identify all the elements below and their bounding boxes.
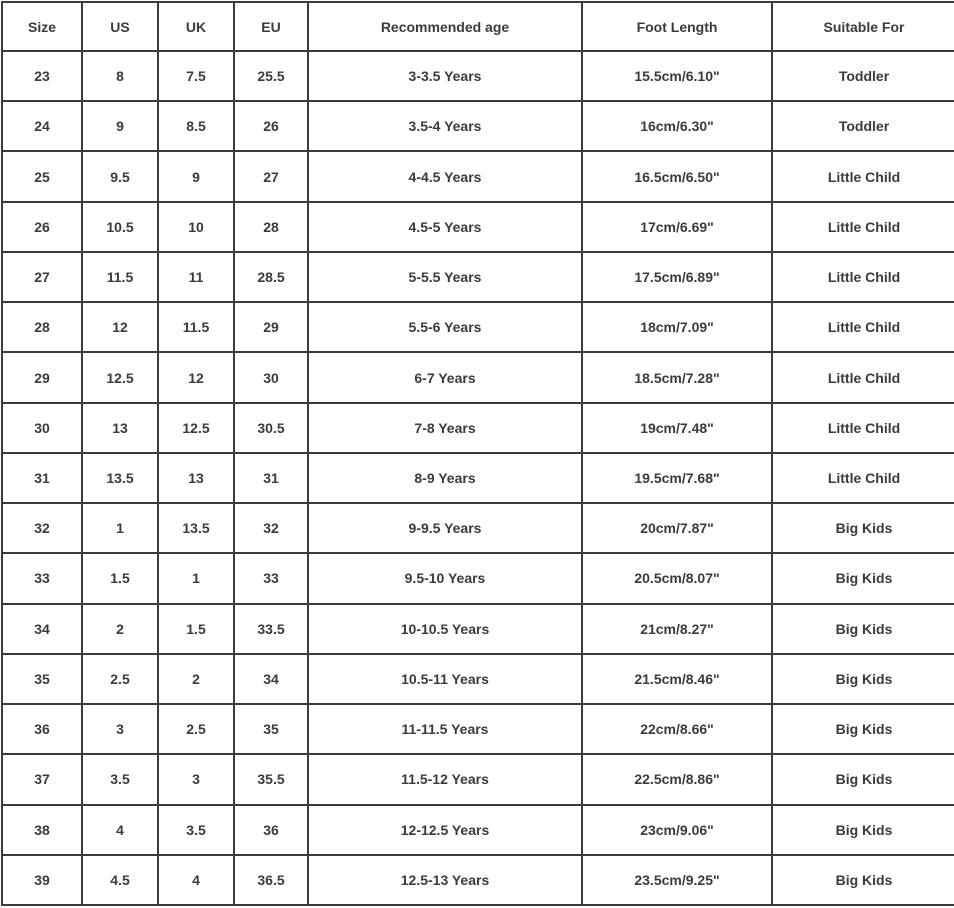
cell-recommended-age: 5.5-6 Years <box>308 302 582 352</box>
cell-uk: 1.5 <box>158 604 234 654</box>
cell-foot-length: 23.5cm/9.25" <box>582 855 772 905</box>
cell-eu: 33 <box>234 553 308 603</box>
table-row <box>2 604 954 654</box>
cell-suitable-for: Little Child <box>772 302 954 352</box>
cell-eu: 35.5 <box>234 754 308 804</box>
table-row <box>2 704 954 754</box>
table-row <box>2 252 954 302</box>
cell-uk: 11.5 <box>158 302 234 352</box>
cell-suitable-for: Big Kids <box>772 754 954 804</box>
cell-recommended-age: 10-10.5 Years <box>308 604 582 654</box>
table-row <box>2 453 954 503</box>
cell-foot-length: 21cm/8.27" <box>582 604 772 654</box>
cell-suitable-for: Big Kids <box>772 503 954 553</box>
cell-foot-length: 22.5cm/8.86" <box>582 754 772 804</box>
cell-recommended-age: 11.5-12 Years <box>308 754 582 804</box>
cell-size: 23 <box>2 51 82 101</box>
size-chart-page <box>0 1 954 908</box>
cell-size: 33 <box>2 553 82 603</box>
cell-suitable-for: Big Kids <box>772 805 954 855</box>
cell-us: 13 <box>82 403 158 453</box>
table-row <box>2 202 954 252</box>
cell-recommended-age: 7-8 Years <box>308 403 582 453</box>
cell-foot-length: 20.5cm/8.07" <box>582 553 772 603</box>
table-row <box>2 754 954 804</box>
cell-size: 32 <box>2 503 82 553</box>
cell-suitable-for: Little Child <box>772 352 954 402</box>
size-chart-header <box>2 2 954 51</box>
column-header-us: US <box>82 2 158 51</box>
cell-suitable-for: Little Child <box>772 202 954 252</box>
cell-us: 2.5 <box>82 654 158 704</box>
cell-eu: 33.5 <box>234 604 308 654</box>
cell-recommended-age: 11-11.5 Years <box>308 704 582 754</box>
cell-size: 25 <box>2 151 82 201</box>
cell-foot-length: 20cm/7.87" <box>582 503 772 553</box>
cell-size: 39 <box>2 855 82 905</box>
cell-us: 3 <box>82 704 158 754</box>
cell-us: 4 <box>82 805 158 855</box>
cell-uk: 13 <box>158 453 234 503</box>
table-row <box>2 51 954 101</box>
cell-us: 12.5 <box>82 352 158 402</box>
cell-recommended-age: 3-3.5 Years <box>308 51 582 101</box>
cell-suitable-for: Little Child <box>772 403 954 453</box>
cell-suitable-for: Little Child <box>772 151 954 201</box>
cell-eu: 30.5 <box>234 403 308 453</box>
table-row <box>2 855 954 905</box>
cell-us: 1 <box>82 503 158 553</box>
cell-uk: 2.5 <box>158 704 234 754</box>
cell-uk: 7.5 <box>158 51 234 101</box>
column-header-recommended-age: Recommended age <box>308 2 582 51</box>
table-row <box>2 503 954 553</box>
cell-uk: 13.5 <box>158 503 234 553</box>
cell-recommended-age: 10.5-11 Years <box>308 654 582 704</box>
cell-size: 37 <box>2 754 82 804</box>
cell-foot-length: 19cm/7.48" <box>582 403 772 453</box>
cell-size: 29 <box>2 352 82 402</box>
cell-uk: 8.5 <box>158 101 234 151</box>
cell-recommended-age: 3.5-4 Years <box>308 101 582 151</box>
cell-uk: 9 <box>158 151 234 201</box>
cell-size: 30 <box>2 403 82 453</box>
cell-eu: 34 <box>234 654 308 704</box>
cell-size: 28 <box>2 302 82 352</box>
table-row <box>2 805 954 855</box>
cell-size: 35 <box>2 654 82 704</box>
cell-recommended-age: 8-9 Years <box>308 453 582 503</box>
cell-size: 34 <box>2 604 82 654</box>
column-header-suitable-for: Suitable For <box>772 2 954 51</box>
cell-us: 2 <box>82 604 158 654</box>
table-row <box>2 101 954 151</box>
table-row <box>2 352 954 402</box>
cell-recommended-age: 9-9.5 Years <box>308 503 582 553</box>
cell-us: 10.5 <box>82 202 158 252</box>
cell-uk: 4 <box>158 855 234 905</box>
cell-size: 26 <box>2 202 82 252</box>
cell-foot-length: 18.5cm/7.28" <box>582 352 772 402</box>
cell-us: 4.5 <box>82 855 158 905</box>
cell-eu: 31 <box>234 453 308 503</box>
cell-uk: 12 <box>158 352 234 402</box>
table-row <box>2 654 954 704</box>
cell-foot-length: 21.5cm/8.46" <box>582 654 772 704</box>
cell-eu: 36.5 <box>234 855 308 905</box>
cell-eu: 28.5 <box>234 252 308 302</box>
cell-us: 3.5 <box>82 754 158 804</box>
cell-us: 8 <box>82 51 158 101</box>
cell-foot-length: 23cm/9.06" <box>582 805 772 855</box>
cell-us: 11.5 <box>82 252 158 302</box>
cell-foot-length: 17cm/6.69" <box>582 202 772 252</box>
cell-size: 36 <box>2 704 82 754</box>
cell-eu: 26 <box>234 101 308 151</box>
cell-eu: 25.5 <box>234 51 308 101</box>
table-row <box>2 403 954 453</box>
cell-suitable-for: Little Child <box>772 252 954 302</box>
cell-size: 38 <box>2 805 82 855</box>
column-header-size: Size <box>2 2 82 51</box>
cell-recommended-age: 4.5-5 Years <box>308 202 582 252</box>
cell-eu: 27 <box>234 151 308 201</box>
column-header-eu: EU <box>234 2 308 51</box>
table-row <box>2 553 954 603</box>
cell-recommended-age: 4-4.5 Years <box>308 151 582 201</box>
cell-size: 27 <box>2 252 82 302</box>
cell-suitable-for: Big Kids <box>772 855 954 905</box>
cell-eu: 36 <box>234 805 308 855</box>
cell-suitable-for: Big Kids <box>772 704 954 754</box>
column-header-foot-length: Foot Length <box>582 2 772 51</box>
cell-eu: 30 <box>234 352 308 402</box>
cell-recommended-age: 5-5.5 Years <box>308 252 582 302</box>
cell-foot-length: 22cm/8.66" <box>582 704 772 754</box>
column-header-uk: UK <box>158 2 234 51</box>
cell-foot-length: 17.5cm/6.89" <box>582 252 772 302</box>
cell-suitable-for: Big Kids <box>772 553 954 603</box>
cell-eu: 32 <box>234 503 308 553</box>
cell-uk: 3 <box>158 754 234 804</box>
cell-foot-length: 15.5cm/6.10" <box>582 51 772 101</box>
cell-eu: 29 <box>234 302 308 352</box>
cell-us: 9.5 <box>82 151 158 201</box>
cell-suitable-for: Big Kids <box>772 654 954 704</box>
cell-size: 24 <box>2 101 82 151</box>
cell-us: 1.5 <box>82 553 158 603</box>
cell-us: 13.5 <box>82 453 158 503</box>
cell-suitable-for: Toddler <box>772 51 954 101</box>
table-row <box>2 151 954 201</box>
cell-uk: 11 <box>158 252 234 302</box>
cell-recommended-age: 12.5-13 Years <box>308 855 582 905</box>
cell-foot-length: 19.5cm/7.68" <box>582 453 772 503</box>
cell-recommended-age: 12-12.5 Years <box>308 805 582 855</box>
table-row <box>2 302 954 352</box>
cell-us: 12 <box>82 302 158 352</box>
cell-suitable-for: Little Child <box>772 453 954 503</box>
cell-uk: 3.5 <box>158 805 234 855</box>
size-chart-body <box>2 51 954 905</box>
cell-eu: 35 <box>234 704 308 754</box>
cell-uk: 10 <box>158 202 234 252</box>
cell-recommended-age: 9.5-10 Years <box>308 553 582 603</box>
cell-uk: 2 <box>158 654 234 704</box>
cell-us: 9 <box>82 101 158 151</box>
cell-suitable-for: Big Kids <box>772 604 954 654</box>
cell-foot-length: 16cm/6.30" <box>582 101 772 151</box>
cell-size: 31 <box>2 453 82 503</box>
cell-uk: 12.5 <box>158 403 234 453</box>
cell-suitable-for: Toddler <box>772 101 954 151</box>
size-chart-table <box>1 1 954 906</box>
cell-foot-length: 16.5cm/6.50" <box>582 151 772 201</box>
size-chart-header-row <box>2 2 954 51</box>
cell-recommended-age: 6-7 Years <box>308 352 582 402</box>
cell-uk: 1 <box>158 553 234 603</box>
cell-foot-length: 18cm/7.09" <box>582 302 772 352</box>
cell-eu: 28 <box>234 202 308 252</box>
